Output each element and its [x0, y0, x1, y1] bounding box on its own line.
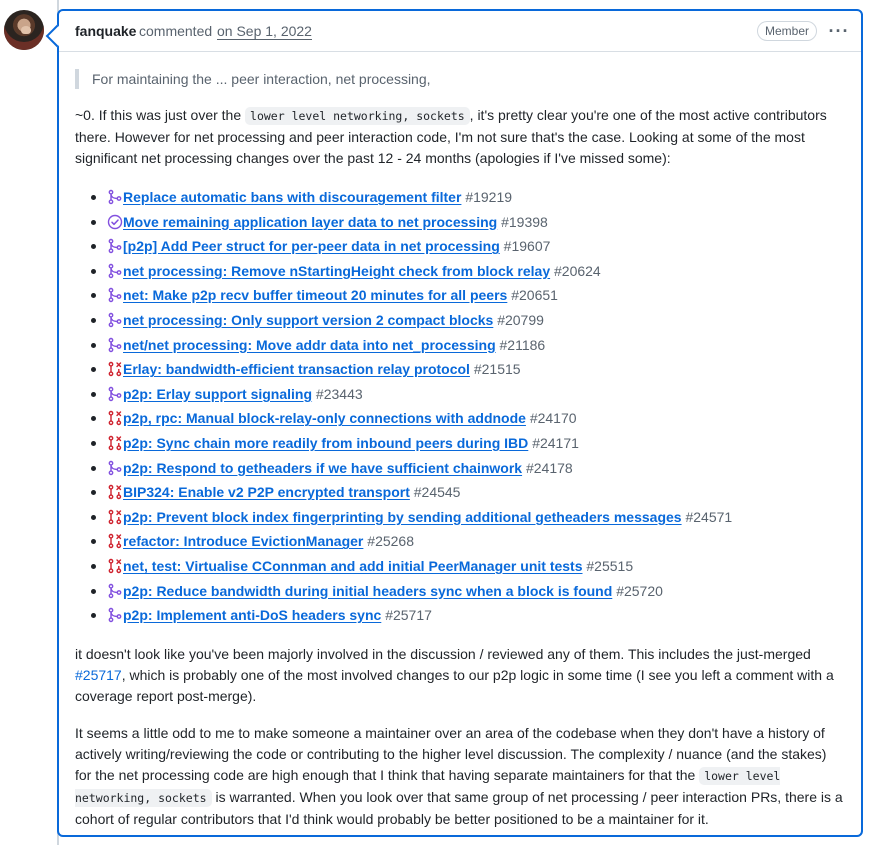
pr-list-item	[91, 357, 845, 382]
pr-list-item	[91, 480, 845, 505]
kebab-menu-icon[interactable]: ···	[828, 21, 850, 41]
pr-number[interactable]: #19219	[465, 189, 513, 205]
pr-number[interactable]: #24171	[532, 434, 579, 451]
check-circle-icon	[107, 214, 123, 230]
pr-list-item	[91, 529, 845, 554]
comment-body	[75, 69, 845, 846]
pr-number[interactable]: #24178	[525, 459, 573, 476]
merged-pr-icon	[107, 287, 123, 303]
author-link[interactable]: fanquake	[75, 23, 137, 39]
inline-code: lower level networking, sockets	[245, 107, 470, 125]
pr-link[interactable]: BIP324: Enable v2 P2P encrypted transport	[123, 484, 410, 501]
member-badge: Member	[757, 21, 817, 41]
pr-list-item	[91, 406, 845, 431]
pr-number[interactable]: #25720	[616, 582, 663, 599]
pr-link[interactable]: net/net processing: Move addr data into net_processing	[123, 336, 496, 353]
pr-link[interactable]: p2p: Reduce bandwidth during initial headers sync when a block is found	[123, 582, 613, 599]
paragraph-3-end: is warranted. When you look over that same group of net processing / peer interaction PRs, there is a cohort of regular contributors that I'd think would probably be better positioned to be a maintainer for it.	[75, 788, 843, 827]
pr-number[interactable]: #25717	[385, 607, 432, 624]
avatar[interactable]	[4, 10, 44, 50]
pr-number[interactable]: #20799	[497, 311, 544, 328]
closed-pr-icon	[107, 410, 123, 426]
blockquote: For maintaining the ... peer interaction, net processing,	[75, 69, 845, 89]
comment-card	[57, 9, 863, 837]
pr-number[interactable]: #19398	[501, 213, 548, 230]
merged-pr-icon	[107, 263, 123, 279]
closed-pr-icon	[107, 533, 123, 549]
pr-number[interactable]: #24170	[529, 410, 577, 427]
paragraph-3-start: It seems a little odd to me to make someone a maintainer over an area of the codebase when they don't have a history of actively writing/reviewing the code or contributing to the higher level discussion. The complexity / nuance (and the stakes) for the net processing code are high enough that I think that having separate maintainers for that the	[75, 724, 827, 783]
pr-list-item	[91, 210, 845, 235]
merged-pr-icon	[107, 238, 123, 254]
paragraph-1-end: , it's pretty clear you're one of the most active contributors there. However for net processing and peer interaction code, I'm not sure that's the case. Looking at some of the most significant net processing changes over the past 12 - 24 months (apologies if I've missed some):	[75, 107, 827, 166]
pr-link[interactable]: p2p: Prevent block index fingerprinting by sending additional getheaders messages	[123, 508, 682, 525]
comment-action: commented	[139, 23, 213, 39]
comment-date-link[interactable]: on Sep 1, 2022	[217, 23, 312, 39]
pr-list	[75, 185, 845, 628]
pr-link[interactable]: Replace automatic bans with discouragement filter	[123, 189, 462, 205]
pr-link[interactable]: p2p, rpc: Manual block-relay-only connections with addnode	[123, 410, 526, 427]
pr-number[interactable]: #20651	[511, 287, 558, 304]
pr-number[interactable]: #19607	[503, 238, 551, 255]
pr-inline-link[interactable]: #25717	[75, 666, 122, 683]
pr-list-item	[91, 185, 845, 210]
pr-link[interactable]: p2p: Implement anti-DoS headers sync	[123, 607, 382, 624]
merged-pr-icon	[107, 337, 123, 353]
closed-pr-icon	[107, 361, 123, 377]
pr-link[interactable]: Erlay: bandwidth-efficient transaction relay protocol	[123, 361, 470, 378]
pr-list-item	[91, 554, 845, 579]
paragraph-1	[75, 105, 845, 169]
merged-pr-icon	[107, 189, 123, 205]
avatar-face	[21, 26, 31, 34]
pr-list-item	[91, 259, 845, 284]
paragraph-2-end: , which is probably one of the most involved changes to our p2p logic in some time (I see you left a comment with a coverage report post-merge).	[75, 666, 834, 704]
pr-link[interactable]: p2p: Respond to getheaders if we have sufficient chainwork	[123, 459, 523, 476]
merged-pr-icon	[107, 312, 123, 328]
pr-link[interactable]: net, test: Virtualise CConnman and add initial PeerManager unit tests	[123, 557, 583, 574]
pr-link[interactable]: Move remaining application layer data to net processing	[123, 213, 498, 230]
pr-number[interactable]: #23443	[315, 385, 363, 402]
closed-pr-icon	[107, 484, 123, 500]
merged-pr-icon	[107, 386, 123, 402]
pr-number[interactable]: #24571	[685, 508, 733, 525]
closed-pr-icon	[107, 509, 123, 525]
closed-pr-icon	[107, 558, 123, 574]
inline-code: lower level networking, sockets	[75, 768, 781, 805]
pr-link[interactable]: net processing: Remove nStartingHeight check from block relay	[123, 262, 551, 279]
pr-list-item	[91, 431, 845, 456]
merged-pr-icon	[107, 583, 123, 599]
pr-number[interactable]: #21515	[473, 361, 521, 378]
pr-list-item	[91, 505, 845, 530]
paragraph-1-start: ~0. If this was just over the	[75, 107, 246, 123]
pr-number[interactable]: #20624	[554, 262, 601, 279]
pr-link[interactable]: net: Make p2p recv buffer timeout 20 minutes for all peers	[123, 287, 508, 304]
pr-list-item	[91, 579, 845, 604]
pr-list-item	[91, 382, 845, 407]
pr-link[interactable]: p2p: Erlay support signaling	[123, 385, 313, 402]
pr-list-item	[91, 456, 845, 481]
pr-number[interactable]: #25515	[586, 557, 634, 574]
pr-link[interactable]: p2p: Sync chain more readily from inbound peers during IBD	[123, 434, 529, 451]
pr-link[interactable]: net processing: Only support version 2 compact blocks	[123, 311, 494, 328]
pr-number[interactable]: #21186	[499, 336, 546, 353]
pr-list-item	[91, 333, 845, 358]
pr-number[interactable]: #25268	[367, 533, 414, 550]
pr-number[interactable]: #24545	[413, 484, 461, 501]
comment-header	[59, 11, 861, 52]
pr-list-item	[91, 603, 845, 628]
merged-pr-icon	[107, 607, 123, 623]
pr-list-item	[91, 283, 845, 308]
pr-list-item	[91, 234, 845, 259]
closed-pr-icon	[107, 435, 123, 451]
pr-link[interactable]: [p2p] Add Peer struct for per-peer data in net processing	[123, 238, 500, 255]
pr-link[interactable]: refactor: Introduce EvictionManager	[123, 533, 364, 550]
pr-list-item	[91, 308, 845, 333]
paragraph-3	[75, 723, 845, 830]
paragraph-2	[75, 644, 845, 707]
merged-pr-icon	[107, 460, 123, 476]
paragraph-2-start: it doesn't look like you've been majorly involved in the discussion / reviewed any of them. This includes the just-merged	[75, 645, 811, 662]
